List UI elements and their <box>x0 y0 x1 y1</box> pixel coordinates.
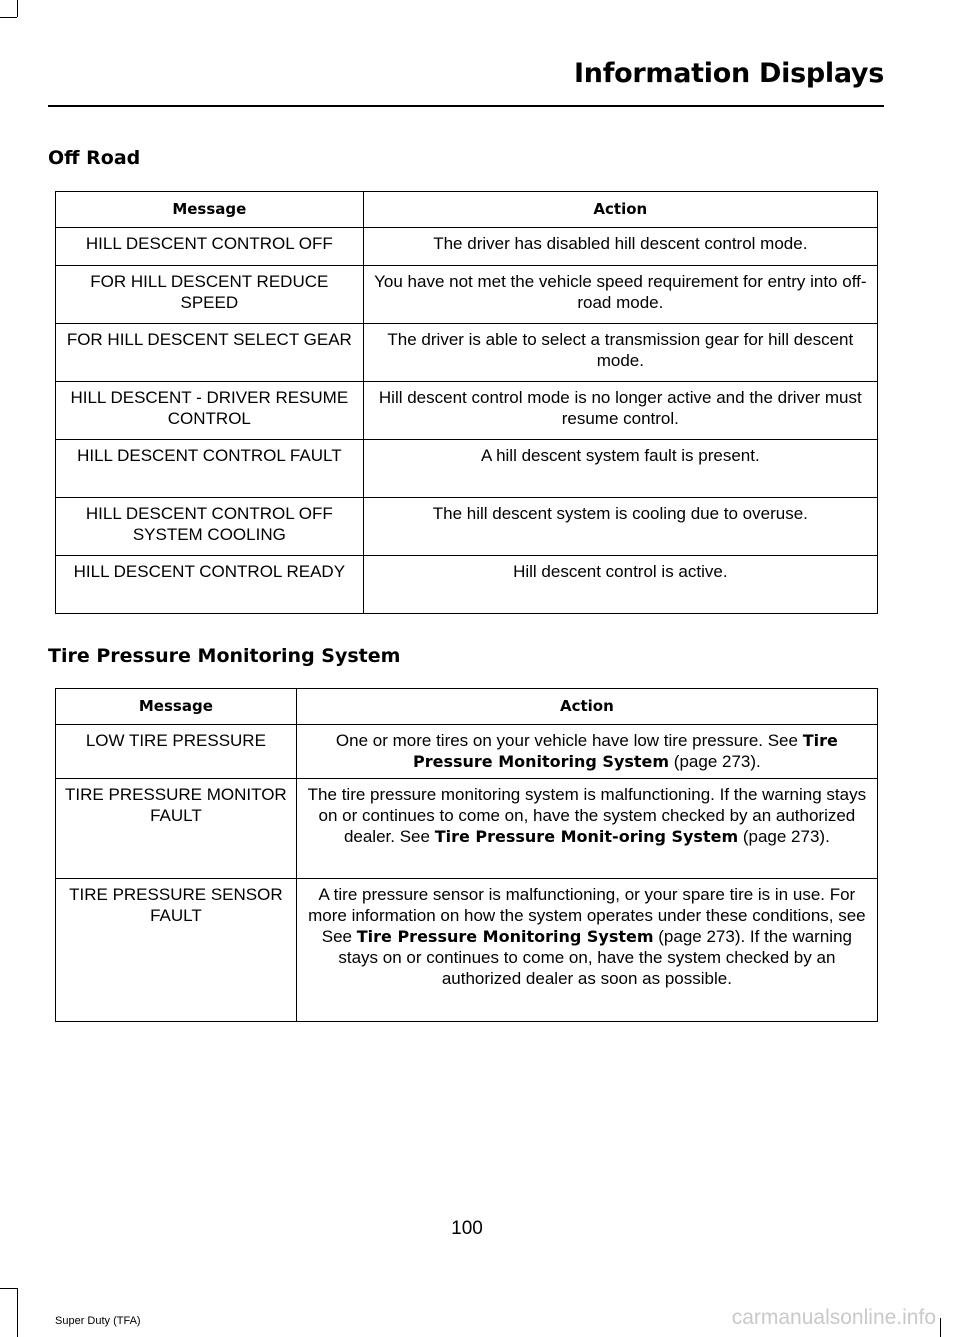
watermark: carmanualsonline.info <box>731 1306 936 1329</box>
header-divider <box>48 105 884 107</box>
crop-mark-bottom-left-h <box>0 1288 17 1289</box>
section-title-off-road: Off Road <box>48 147 141 169</box>
document-name: Super Duty (TFA) <box>55 1315 141 1327</box>
table-row <box>56 725 878 779</box>
action-cell <box>296 779 877 879</box>
column-header-message: Message <box>56 192 364 228</box>
message-cell: FOR HILL DESCENT REDUCE SPEED <box>56 266 364 324</box>
message-cell: HILL DESCENT CONTROL FAULT <box>56 440 364 498</box>
action-cell: Hill descent control is active. <box>363 556 877 614</box>
action-cell: Hill descent control mode is no longer active and the driver must resume control. <box>363 382 877 440</box>
table-row <box>56 779 878 879</box>
action-cell <box>296 879 877 1022</box>
off-road-table <box>55 191 878 614</box>
table-header-row <box>56 192 878 228</box>
crop-mark-bottom-left <box>17 1288 18 1337</box>
table-row <box>56 382 878 440</box>
table-row <box>56 556 878 614</box>
message-cell: HILL DESCENT CONTROL OFF <box>56 228 364 266</box>
table-row <box>56 498 878 556</box>
message-cell: FOR HILL DESCENT SELECT GEAR <box>56 324 364 382</box>
table-row <box>56 266 878 324</box>
crop-mark-top-left-h <box>0 17 17 18</box>
cross-reference-link[interactable]: Tire Pressure Monitoring System <box>412 731 838 771</box>
action-cell: You have not met the vehicle speed requirement for entry into off-road mode. <box>363 266 877 324</box>
page-reference: (page 273). <box>669 752 761 771</box>
action-text: The tire pressure monitoring system is malfunctioning. If the warning stays on or continues to come on, have the system checked by an authorized dealer. See <box>307 785 867 846</box>
message-cell: TIRE PRESSURE MONITOR FAULT <box>56 779 297 879</box>
action-cell: The hill descent system is cooling due to overuse. <box>363 498 877 556</box>
action-cell: A hill descent system fault is present. <box>363 440 877 498</box>
page-title: Information Displays <box>574 58 884 89</box>
crop-mark-bottom-right <box>940 1318 941 1337</box>
section-title-tpms: Tire Pressure Monitoring System <box>48 645 401 667</box>
cross-reference-link[interactable]: Tire Pressure Monit-oring System <box>434 827 739 846</box>
page-number: 100 <box>451 1218 483 1239</box>
page-reference: (page 273). <box>738 827 830 846</box>
message-cell: HILL DESCENT CONTROL READY <box>56 556 364 614</box>
action-text: One or more tires on your vehicle have low tire pressure. See <box>335 731 803 750</box>
message-cell: HILL DESCENT - DRIVER RESUME CONTROL <box>56 382 364 440</box>
table-row <box>56 324 878 382</box>
action-cell: The driver has disabled hill descent control mode. <box>363 228 877 266</box>
message-cell: TIRE PRESSURE SENSOR FAULT <box>56 879 297 1022</box>
table-row <box>56 228 878 266</box>
message-cell: LOW TIRE PRESSURE <box>56 725 297 779</box>
crop-mark-top-left <box>17 0 18 17</box>
action-text: A tire pressure sensor is malfunctioning, or your spare tire is in use. For more information on how the system operates under these conditions, see See <box>308 885 866 946</box>
message-cell: HILL DESCENT CONTROL OFF SYSTEM COOLING <box>56 498 364 556</box>
action-cell: The driver is able to select a transmission gear for hill descent mode. <box>363 324 877 382</box>
action-cell <box>296 725 877 779</box>
column-header-action: Action <box>363 192 877 228</box>
table-row <box>56 879 878 1022</box>
tpms-table <box>55 688 878 1022</box>
column-header-action: Action <box>296 689 877 725</box>
table-header-row <box>56 689 878 725</box>
table-row <box>56 440 878 498</box>
column-header-message: Message <box>56 689 297 725</box>
action-text: (page 273). If the warning stays on or continues to come on, have the system checked by an authorized dealer as soon as possible. <box>338 927 852 988</box>
cross-reference-link[interactable]: Tire Pressure Monitoring System <box>356 927 654 946</box>
